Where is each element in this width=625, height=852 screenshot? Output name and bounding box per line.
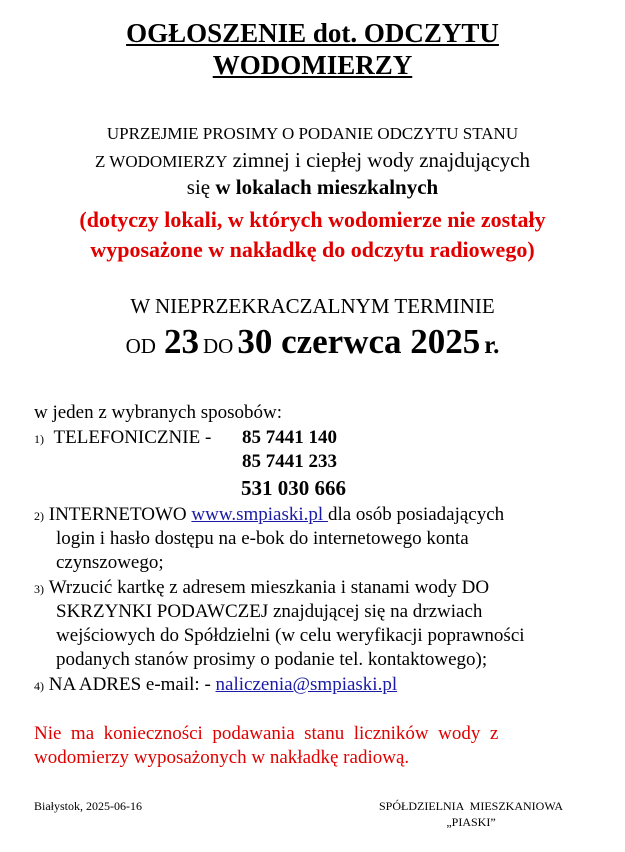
method-4 (34, 674, 397, 696)
method-3-number: 3) (34, 582, 44, 596)
request-line-1: UPRZEJMIE PROSIMY O PODANIE ODCZYTU STANU (106, 124, 519, 143)
method-1-label: TELEFONICZNIE - (53, 427, 212, 448)
method-4-number: 4) (34, 679, 44, 693)
method-4-label: NA ADRES e-mail: - (48, 674, 216, 695)
request-line-3 (0, 175, 625, 200)
deadline-day-to: 30 czerwca 2025 (237, 322, 481, 361)
notice-line-1: Nie ma konieczności podawania stanu liczników wody z (34, 723, 499, 744)
website-link[interactable]: www.smpiaski.pl (191, 504, 328, 525)
method-2-rest-1: dla osób posiadających (327, 504, 505, 525)
deadline-r: r. (484, 332, 500, 359)
deadline-dates (0, 322, 625, 362)
footer-organization-line-1: SPÓŁDZIELNIA MIESZKANIOWA (379, 799, 563, 813)
deadline-do: DO (202, 334, 234, 358)
method-3-line-2: SKRZYNKI PODAWCZEJ znajdującej się na drzwiach (56, 601, 483, 622)
method-2 (34, 504, 504, 526)
method-2-line-3: czynszowego; (56, 552, 164, 573)
request-line-2-rest: zimnej i ciepłej wody znajdujących (227, 148, 530, 172)
request-line-3-w: w (215, 175, 231, 199)
request-line-2 (0, 148, 625, 173)
request-line-2-caps: Z WODOMIERZY (94, 152, 228, 171)
method-2-number: 2) (34, 509, 44, 523)
method-1-number: 1) (34, 432, 44, 446)
method-1 (34, 427, 211, 449)
announcement-title-line2: WODOMIERZY (212, 50, 413, 80)
request-note-red-2: wyposażone w nakładkę do odczytu radiowego) (90, 237, 535, 262)
phone-number-1: 85 7441 140 (242, 427, 337, 448)
phone-number-2: 85 7441 233 (242, 451, 337, 472)
deadline-od: OD (125, 334, 156, 358)
announcement-title-line1: OGŁOSZENIE dot. ODCZYTU (126, 18, 499, 48)
method-3 (34, 577, 489, 599)
footer-organization-line-2: „PIASKI” (446, 815, 496, 829)
request-note-red-1: (dotyczy lokali, w których wodomierze nie zostały (79, 207, 546, 232)
method-3-line-4: podanych stanów prosimy o podanie tel. kontaktowego); (56, 649, 488, 670)
email-link[interactable]: naliczenia@smpiaski.pl (215, 674, 398, 695)
method-2-line-2: login i hasło dostępu na e-bok do internetowego konta (56, 528, 469, 549)
deadline-line-1: W NIEPRZEKRACZALNYM TERMINIE (130, 294, 495, 318)
deadline-day-from: 23 (163, 322, 199, 361)
phone-number-3: 531 030 666 (241, 476, 346, 500)
method-3-line-1: Wrzucić kartkę z adresem mieszkania i stanami wody DO (48, 577, 490, 598)
method-3-line-3: wejściowych do Spółdzielni (w celu weryfikacji poprawności (56, 625, 525, 646)
method-2-label: INTERNETOWO (48, 504, 192, 525)
footer-place-date: Białystok, 2025-06-16 (34, 799, 142, 813)
methods-intro: w jeden z wybranych sposobów: (34, 402, 283, 423)
request-line-3-bold: lokalach mieszkalnych (230, 175, 439, 199)
request-line-3-start: się (186, 175, 216, 199)
notice-line-2: wodomierzy wyposażonych w nakładkę radiową. (34, 747, 410, 768)
